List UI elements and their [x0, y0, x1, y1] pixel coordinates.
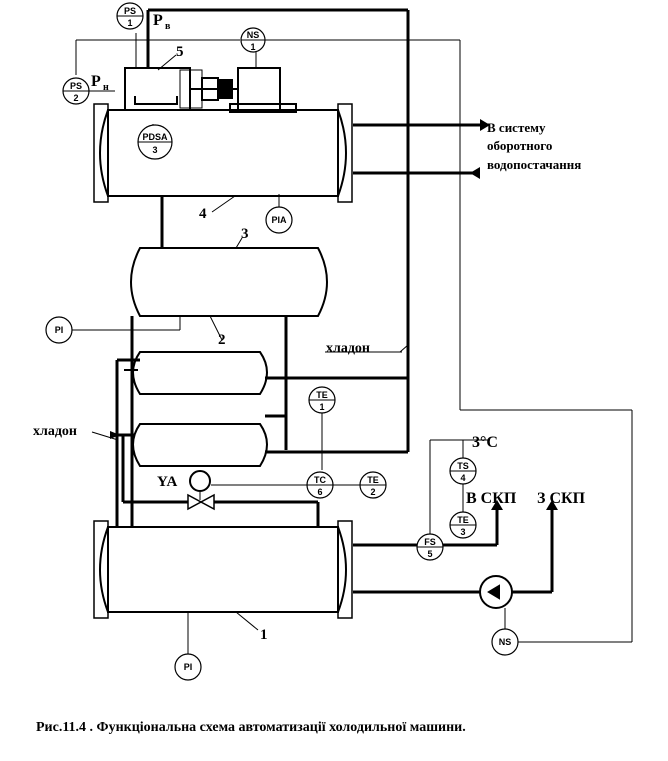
te2-number: 2	[370, 487, 376, 497]
heat-exchangers	[124, 352, 267, 466]
ns-tag: NS	[498, 637, 512, 647]
freon-right-label: хладон	[326, 341, 371, 356]
ps1-number: 1	[127, 18, 133, 28]
pressure-high-sub: в	[165, 21, 171, 32]
te3-tag: TE	[457, 515, 469, 525]
te1-tag: TE	[316, 390, 328, 400]
component-number-1: 1	[260, 627, 268, 643]
fs5-tag: FS	[424, 537, 436, 547]
te3-number: 3	[460, 527, 466, 537]
pia-tag: PIA	[271, 215, 287, 225]
destination-line-3: водопостачання	[487, 157, 582, 172]
destination-line-2: оборотного	[487, 138, 553, 153]
from-skp-label: З СКП	[537, 490, 586, 507]
pdsa3-tag: PDSA	[142, 132, 168, 142]
fs5-number: 5	[427, 549, 433, 559]
to-skp-label: В СКП	[466, 490, 517, 507]
instrument-labels	[55, 6, 512, 672]
condenser	[94, 104, 352, 202]
ps1-tag: PS	[123, 6, 137, 16]
pressure-high-label: Р	[153, 12, 163, 29]
freon-left-label: хладон	[33, 424, 78, 439]
pi-bottom-tag: PI	[183, 662, 193, 672]
ps2-tag: PS	[69, 81, 83, 91]
pi-mid-tag: PI	[54, 325, 64, 335]
component-number-4: 4	[199, 206, 207, 222]
destination-line-1: В систему	[487, 120, 546, 135]
tc6-tag: TC	[314, 475, 326, 485]
tc6-number: 6	[317, 487, 323, 497]
ns1-tag: NS	[246, 30, 260, 40]
pump	[480, 576, 512, 608]
compressor-unit	[125, 68, 296, 112]
te1-number: 1	[319, 402, 325, 412]
pressure-low-label: Р	[91, 73, 101, 90]
ps2-number: 2	[73, 93, 79, 103]
evaporator	[94, 521, 352, 618]
ns1-number: 1	[250, 42, 256, 52]
component-number-3: 3	[241, 226, 249, 242]
ts4-tag: TS	[457, 461, 469, 471]
te2-tag: TE	[367, 475, 379, 485]
receiver-vessel	[131, 248, 327, 316]
ya-actuator-label: YA	[157, 474, 178, 490]
ts4-number: 4	[460, 473, 466, 483]
solenoid-valve	[188, 471, 214, 509]
pdsa3-number: 3	[152, 145, 158, 155]
figure-caption: Рис.11.4 . Функціональна схема автоматизації холодильної машини.	[36, 720, 466, 735]
component-number-5: 5	[176, 44, 184, 60]
pressure-low-sub: н	[103, 82, 109, 93]
temperature-setpoint: 3°С	[472, 434, 498, 451]
component-number-2: 2	[218, 332, 226, 348]
